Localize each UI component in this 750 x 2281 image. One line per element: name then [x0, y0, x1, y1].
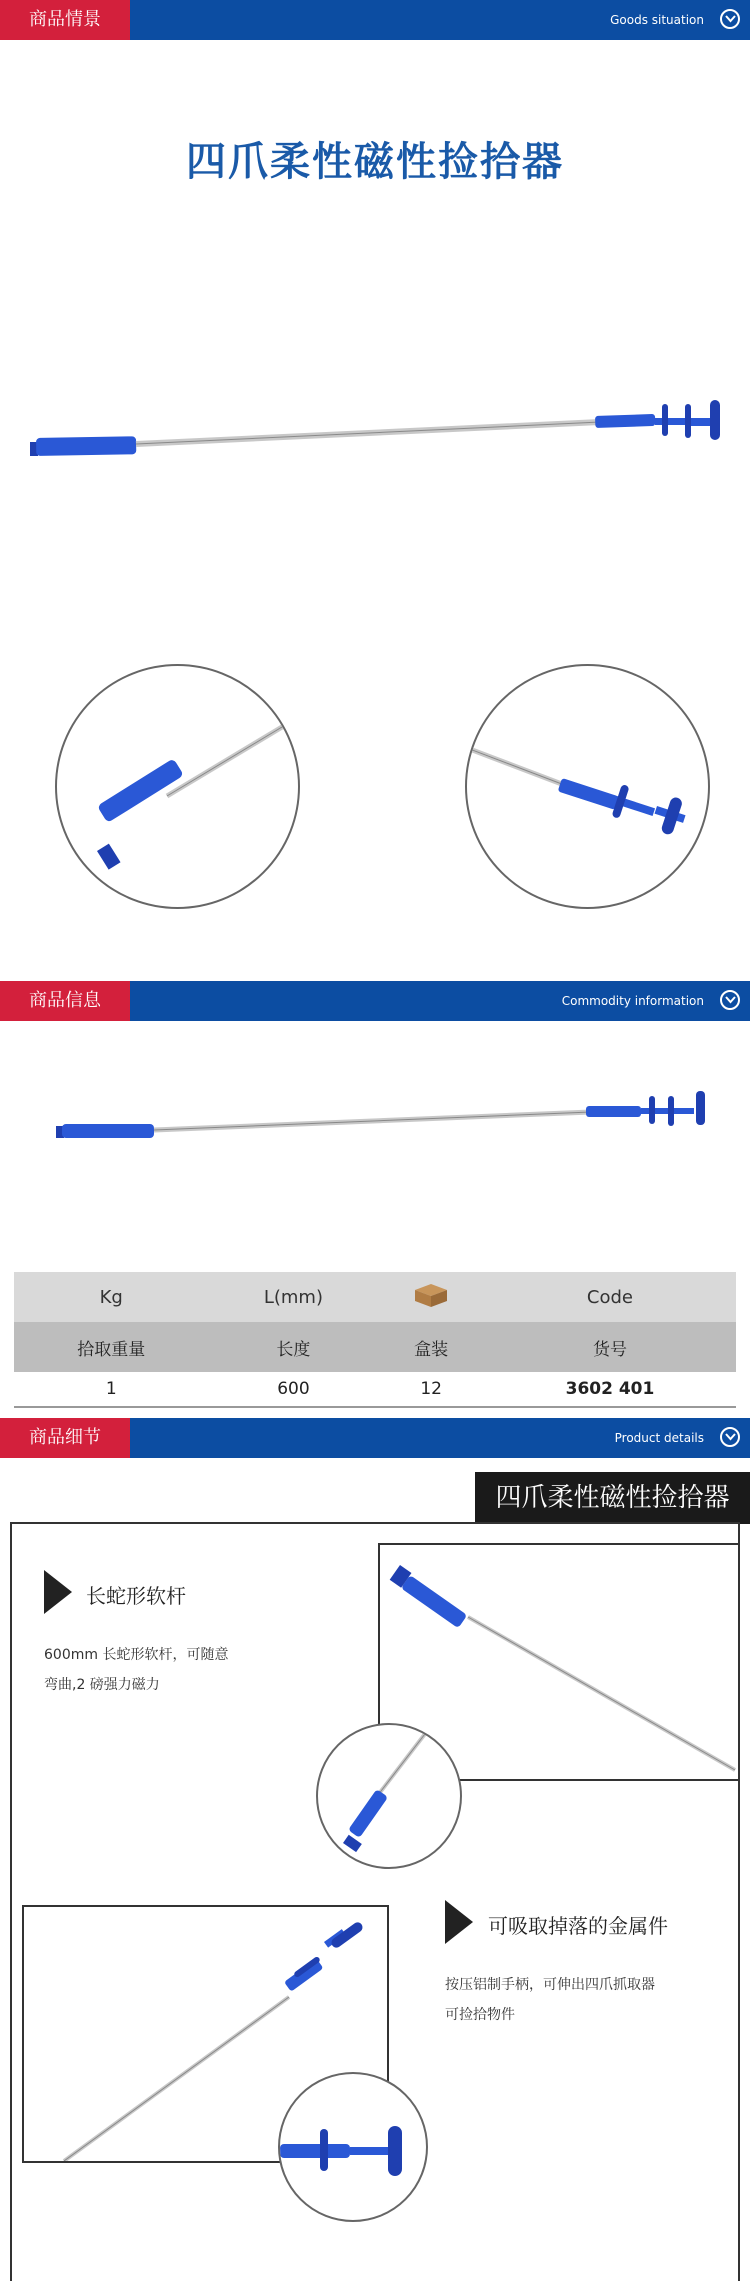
- feature-title: 长蛇形软杆: [86, 1584, 186, 1608]
- triangle-bullet-icon: [44, 1570, 72, 1614]
- section-bar-product-details: [0, 1418, 750, 1458]
- cn-header-box: 盒装: [378, 1322, 484, 1372]
- zoom-circle-claw: [465, 664, 710, 909]
- spec-table: [14, 1272, 736, 1408]
- header-code: Code: [484, 1272, 736, 1322]
- section-subtitle: Goods situation: [610, 13, 704, 27]
- box-icon: [378, 1272, 484, 1322]
- detail-title: 四爪柔性磁性捡拾器: [475, 1472, 750, 1524]
- product-image: [30, 392, 730, 472]
- section-subtitle: Commodity information: [561, 994, 704, 1008]
- divider: [10, 1522, 12, 2281]
- section-tag: 商品细节: [0, 1418, 130, 1458]
- header-length: L(mm): [208, 1272, 378, 1322]
- chevron-down-icon[interactable]: [720, 1427, 740, 1447]
- feature-title: 可吸取掉落的金属件: [488, 1914, 668, 1938]
- value-code: 3602 401: [484, 1372, 736, 1407]
- page-title: 四爪柔性磁性捡拾器: [186, 139, 564, 185]
- section-bar-commodity-information: [0, 981, 750, 1021]
- cn-header-length: 长度: [208, 1322, 378, 1372]
- divider: [10, 1522, 740, 1524]
- section-bar-goods-situation: [0, 0, 750, 40]
- section-tag: 商品信息: [0, 981, 130, 1021]
- zoom-circle-claw: [278, 2072, 428, 2222]
- value-length: 600: [208, 1372, 378, 1407]
- cn-header-weight: 拾取重量: [14, 1322, 208, 1372]
- section-tag: 商品情景: [0, 0, 130, 40]
- feature-desc: 按压铝制手柄，可伸出四爪抓取器: [445, 1977, 655, 1993]
- section-subtitle: Product details: [614, 1431, 704, 1445]
- product-image: [56, 1086, 716, 1146]
- zoom-circle-rod: [316, 1723, 462, 1869]
- value-weight: 1: [14, 1372, 208, 1407]
- chevron-down-icon[interactable]: [720, 990, 740, 1010]
- cn-header-code: 货号: [484, 1322, 736, 1372]
- header-weight: Kg: [14, 1272, 208, 1322]
- value-box: 12: [378, 1372, 484, 1407]
- zoom-circle-handle: [55, 664, 300, 909]
- feature-desc: 600mm 长蛇形软杆，可随意: [44, 1647, 229, 1663]
- triangle-bullet-icon: [445, 1900, 473, 1944]
- feature-desc: 弯曲,2 磅强力磁力: [44, 1677, 160, 1693]
- feature-desc: 可捡拾物件: [445, 2007, 515, 2023]
- chevron-down-icon[interactable]: [720, 9, 740, 29]
